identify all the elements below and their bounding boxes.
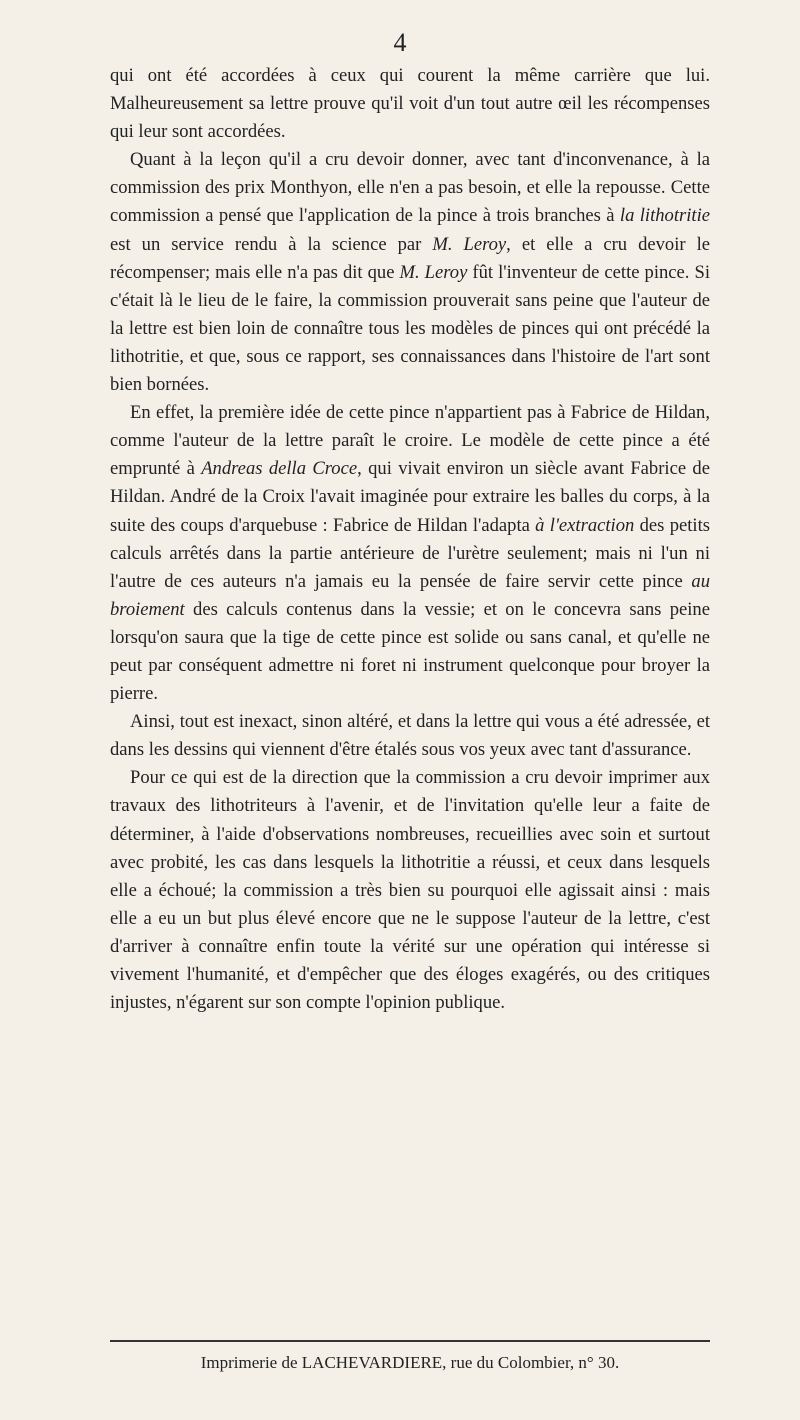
italic-text: au broiement [110,570,710,620]
paragraph [110,62,710,146]
italic-text: M. Leroy [432,233,507,255]
text-segment: est un service rendu à la science par [110,233,433,255]
paragraph [110,764,710,1017]
page-number: 4 [393,28,407,57]
italic-text: Andreas della Croce [201,458,358,480]
body-text [110,62,710,1017]
text-segment: En effet, la première idée de cette pince n'appartient pas à Fabrice de Hildan, comme l'auteur de la lettre paraît le croire. Le modèle de cette pince a été emprunté à [110,402,710,480]
text-segment: Pour ce qui est de la direction que la commission a cru devoir imprimer aux travaux des lithotriteurs à l'avenir, et de l'invitation qu'elle leur a faite de déterminer, à l'aide d'observations nombreuses, recueillies avec soin et surtout avec probité, les cas dans lesquels la lithotritie a réussi, et ceux dans lesquels elle a échoué; la commission a très bien su pourquoi elle agissait ainsi : mais elle a eu un but plus élevé encore que ne le suppose l'auteur de la lettre, c'est d'arriver à connaître enfin toute la vérité sur une opération qui intéresse si vivement l'humanité, et d'empêcher que des éloges exagérés, ou des critiques injustes, n'égarent sur son compte l'opinion publique. [110,767,710,1014]
text-segment: fût l'inventeur de cette pince. Si c'était là le lieu de le faire, la commission prouverait sans peine que l'auteur de la lettre est bien loin de connaître tous les modèles de pinces qui ont précédé la lithotritie, et que, sous ce rapport, ses connaissances dans l'histoire de l'art sont bien bornées. [110,261,710,396]
footer-rule [110,1340,710,1342]
paragraph [110,146,710,399]
text-segment: des petits calculs arrêtés dans la partie antérieure de l'urètre seulement; mais ni l'un ni l'autre de ces auteurs n'a jamais eu la pensée de faire servir cette pince [110,514,710,592]
italic-text: la lithotritie [619,205,710,227]
text-segment: qui ont été accordées à ceux qui courent la même carrière que lui. Malheureusement sa lettre prouve qu'il voit d'un tout autre œil les récompenses qui leur sont accordées. [110,65,710,143]
text-segment: Ainsi, tout est inexact, sinon altéré, et dans la lettre qui vous a été adressée, et dans les dessins qui viennent d'être étalés sous vos yeux avec tant d'assurance. [110,711,710,761]
text-segment: , et elle a cru devoir le récompenser; mais elle n'a pas dit que [110,233,710,283]
text-segment: Quant à la leçon qu'il a cru devoir donner, avec tant d'inconvenance, à la commission des prix Monthyon, elle n'en a pas besoin, et elle la repousse. Cette commission a pensé que l'application de la pince à trois branches à [110,149,710,227]
italic-text: M. Leroy [399,261,468,283]
italic-text: à l'extraction [535,514,635,536]
text-segment: , qui vivait environ un siècle avant Fabrice de Hildan. André de la Croix l'avait imaginée pour extraire les balles du corps, à la suite des coups d'arquebuse : Fabrice de Hildan l'adapta [110,458,710,536]
text-segment: des calculs contenus dans la vessie; et on le concevra sans peine lorsqu'on saura que la tige de cette pince est solide ou sans canal, et qu'elle ne peut par conséquent admettre ni foret ni instrument quelconque pour broyer la pierre. [110,598,710,705]
printer-imprint: Imprimerie de LACHEVARDIERE, rue du Colombier, n° 30. [200,1353,620,1372]
paragraph [110,708,710,764]
paragraph [110,399,710,708]
